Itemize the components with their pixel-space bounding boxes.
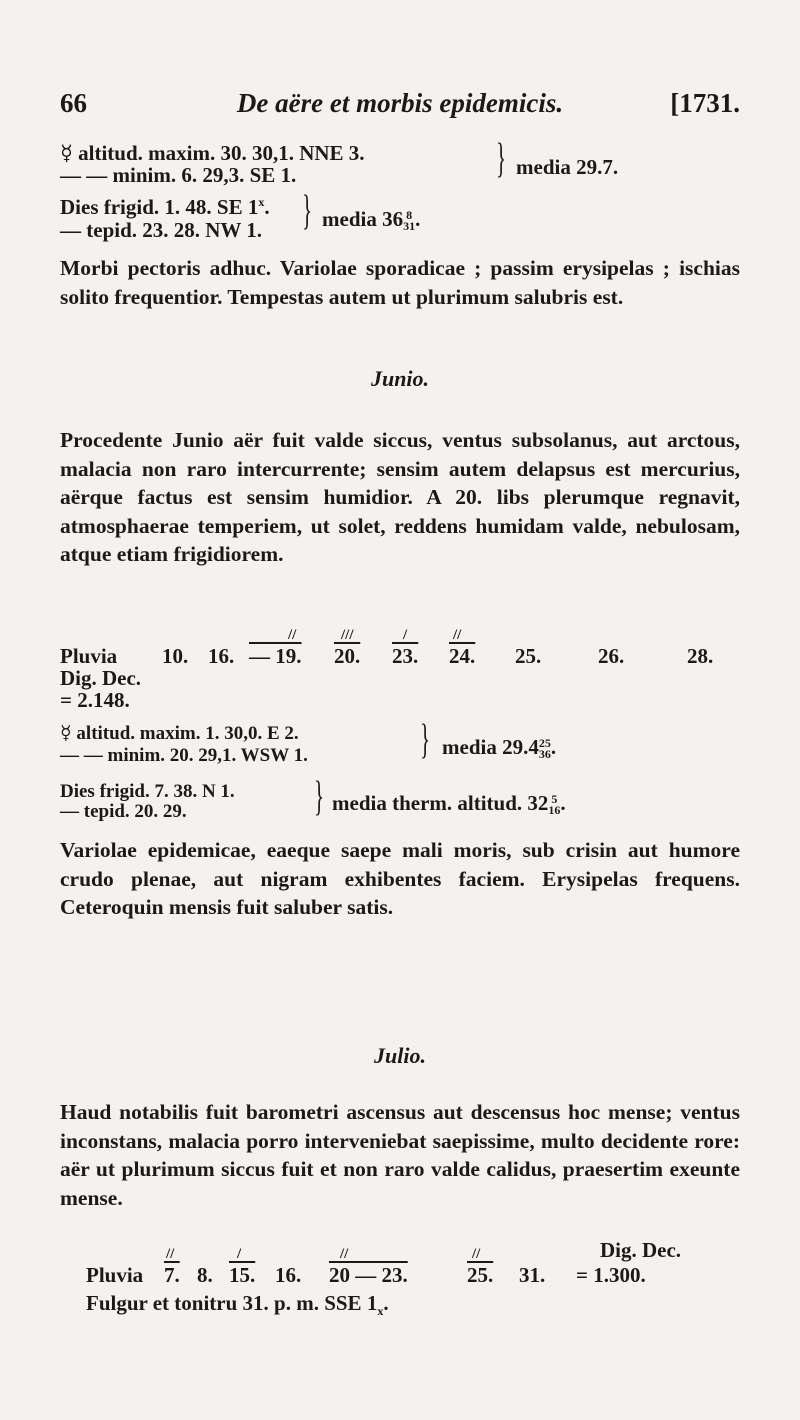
rain-label: Pluvia bbox=[86, 1263, 144, 1287]
rain-day: 23. bbox=[392, 644, 419, 668]
rain-total: = 1.300. bbox=[576, 1263, 646, 1287]
brace: } bbox=[496, 136, 507, 182]
rain-label: Pluvia bbox=[60, 644, 118, 668]
paragraph-junio: Procedente Junio aër fuit valde siccus, ventus subsolanus, aut arctous, malacia non raro intercurrente; sensim autem delapsus est mercurius, aërque factus est sensim humidior. A 20. libs plerumque regnavit, atmosphaerae temperiem, ut solet, reddens humidam valde, nebulosam, atque etiam frigidiorem. bbox=[60, 428, 740, 566]
rain-mark: /// bbox=[341, 627, 354, 643]
section-heading-julio: Julio. bbox=[374, 1043, 426, 1068]
rain-day: 31. bbox=[519, 1263, 546, 1287]
rain-day: — 19. bbox=[249, 644, 302, 668]
rain-unit-label: Dig. Dec. bbox=[60, 666, 142, 690]
rain-day: 7. bbox=[164, 1263, 180, 1287]
rain-day: 16. bbox=[208, 644, 235, 668]
thermometer-warm-line: — tepid. 20. 29. bbox=[60, 801, 187, 822]
rain-day: 26. bbox=[598, 644, 625, 668]
thermometer-media: media therm. altitud. 32 5 16 . bbox=[332, 791, 566, 818]
rain-mark: // bbox=[453, 627, 462, 643]
thermometer-cold-line: Dies frigid. 1. 48. SE 1$^x$. bbox=[60, 195, 270, 219]
thermometer-cold-line: Dies frigid. 7. 38. N 1. bbox=[60, 781, 235, 802]
rain-day: 15. bbox=[229, 1263, 256, 1287]
paragraph-morbi: Morbi pectoris adhuc. Variolae sporadicae ; passim erysipelas ; ischias solito frequentior. Tempestas autem ut plurimum salubris est. bbox=[60, 256, 740, 309]
thermometer-media: media 36 8 31 . bbox=[322, 207, 421, 234]
rain-day: 25. bbox=[467, 1263, 494, 1287]
rain-mark: // bbox=[340, 1246, 349, 1262]
thermometer-warm-line: — tepid. 23. 28. NW 1. bbox=[60, 218, 263, 242]
rain-mark: // bbox=[166, 1246, 175, 1262]
barometer-max-line: ☿ altitud. maxim. 30. 30,1. NNE 3. bbox=[60, 141, 365, 165]
page-number: 66 bbox=[60, 88, 87, 118]
section-heading-junio: Junio. bbox=[370, 366, 430, 391]
rain-day: 8. bbox=[197, 1263, 213, 1287]
rain-mark: // bbox=[288, 627, 297, 643]
rain-day: 16. bbox=[275, 1263, 302, 1287]
rain-day: 10. bbox=[162, 644, 189, 668]
barometer-min-line: — — minim. 6. 29,3. SE 1. bbox=[60, 163, 297, 187]
barometer-max-line: ☿ altitud. maxim. 1. 30,0. E 2. bbox=[60, 723, 299, 744]
paragraph-variolae: Variolae epidemicae, eaeque saepe mali moris, sub crisin aut humore crudo plenae, aut nigram exhibentes faciem. Erysipelas frequens. Ceteroquin mensis fuit saluber satis. bbox=[60, 838, 740, 919]
rain-day: 20 — 23. bbox=[329, 1263, 408, 1287]
paragraph-julio: Haud notabilis fuit barometri ascensus aut descensus hoc mense; ventus inconstans, malacia porro interveniebat saepissime, multo decidente rore: aër ut plurimum siccus fuit et non raro valde calidus, praesertim exeunte mense. bbox=[60, 1100, 740, 1210]
rain-total: = 2.148. bbox=[60, 688, 130, 712]
brace: } bbox=[314, 774, 325, 820]
rain-day: 20. bbox=[334, 644, 361, 668]
barometer-media: media 29.7. bbox=[516, 155, 619, 179]
running-title: De aëre et morbis epidemicis. bbox=[236, 88, 564, 118]
brace: } bbox=[420, 717, 431, 763]
rain-day: 28. bbox=[687, 644, 714, 668]
rain-mark: / bbox=[403, 627, 408, 643]
barometer-min-line: — — minim. 20. 29,1. WSW 1. bbox=[60, 745, 308, 766]
rain-day: 24. bbox=[449, 644, 476, 668]
rain-day: 25. bbox=[515, 644, 542, 668]
running-header bbox=[0, 88, 800, 124]
brace: } bbox=[302, 188, 313, 234]
fulgur-line: Fulgur et tonitru 31. p. m. SSE $1_x$. bbox=[86, 1291, 389, 1319]
running-year: [1731. bbox=[670, 88, 740, 118]
rain-mark: // bbox=[472, 1246, 481, 1262]
rain-mark: / bbox=[237, 1246, 242, 1262]
rain-unit-label: Dig. Dec. bbox=[600, 1238, 682, 1262]
barometer-media: media 29.4 25 36 . bbox=[442, 735, 557, 762]
